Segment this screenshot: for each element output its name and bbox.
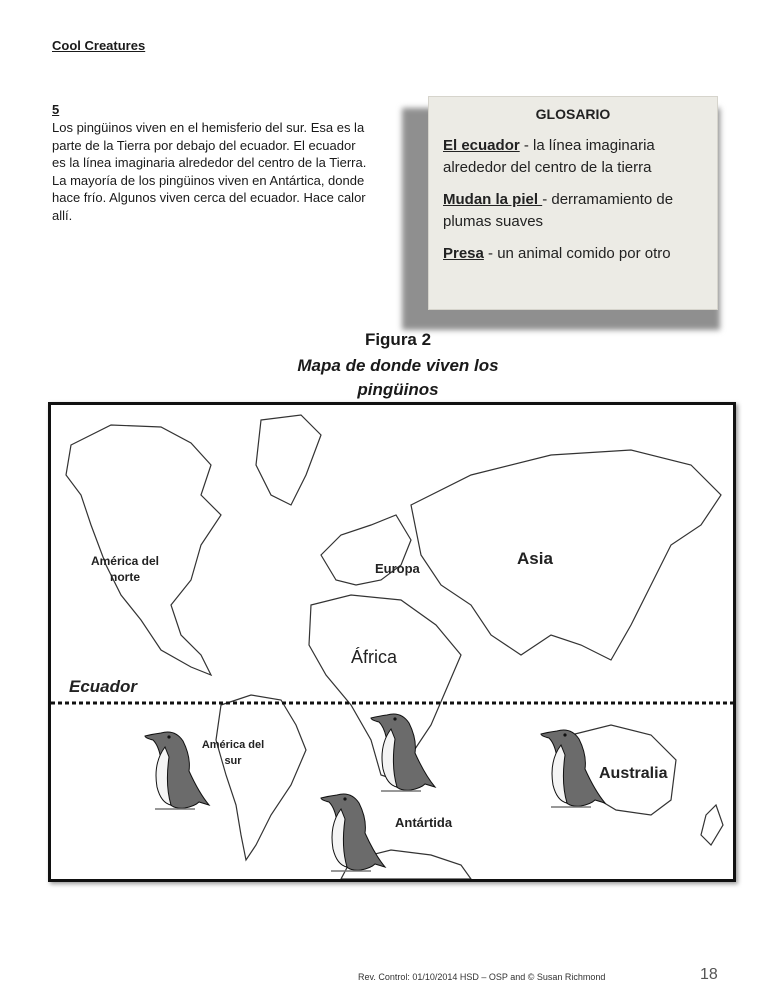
penguin-south-america [145, 732, 209, 809]
glossary-box [428, 96, 718, 310]
label-north-america: América del norte [90, 554, 160, 584]
label-asia: Asia [517, 549, 553, 568]
north-america-outline [66, 425, 221, 675]
figure-title: Mapa de donde viven los [297, 356, 499, 375]
glossary-definition: - la línea imaginaria alrededor del centro de la tierra [443, 137, 655, 176]
penguin-australia [541, 730, 605, 807]
label-antarctica: Antártida [395, 815, 453, 830]
page-number: 18 [700, 966, 718, 983]
figure-title-line2: pingüinos [357, 380, 439, 399]
body-paragraph: Los pingüinos viven en el hemisferio del sur. Esa es la parte de la Tierra por debajo del ecuador. El ecuador es la línea imaginaria alrededor del centro de la Tierra. La mayoría de los pingüinos viven en Antártica, donde hace frío. Algunos viven cerca del ecuador. Hace calor allí. [52, 120, 367, 223]
glossary-definition: - derramamiento de plumas suaves [443, 191, 674, 230]
asia-outline [411, 450, 721, 660]
footer-revision: Rev. Control: 01/10/2014 HSD – OSP and © Susan Richmond [358, 972, 606, 982]
label-europe: Europa [375, 561, 420, 576]
glossary-term: El ecuador [443, 137, 520, 154]
greenland-outline [256, 415, 321, 505]
world-map [48, 402, 736, 882]
glossary-definition: - un animal comido por otro [483, 245, 671, 262]
glossary-term: Mudan la piel [443, 191, 543, 208]
section-number: 5 [52, 102, 60, 117]
glossary-entry [443, 135, 703, 179]
document-header: Cool Creatures [52, 38, 146, 53]
label-africa: África [351, 647, 398, 667]
new-zealand-outline [701, 805, 723, 845]
penguin-africa [371, 714, 435, 791]
glossary-entry [443, 243, 703, 265]
glossary-entry [443, 189, 703, 233]
glossary-title: GLOSARIO [535, 106, 611, 122]
world-map-drawing [51, 405, 733, 879]
figure-number: Figura 2 [364, 330, 432, 349]
label-australia: Australia [599, 765, 668, 782]
south-america-outline [216, 695, 306, 860]
label-south-america: América del sur [201, 739, 265, 767]
penguin-antarctica [321, 794, 385, 871]
glossary-term: Presa [443, 245, 484, 262]
label-equator: Ecuador [69, 677, 138, 696]
